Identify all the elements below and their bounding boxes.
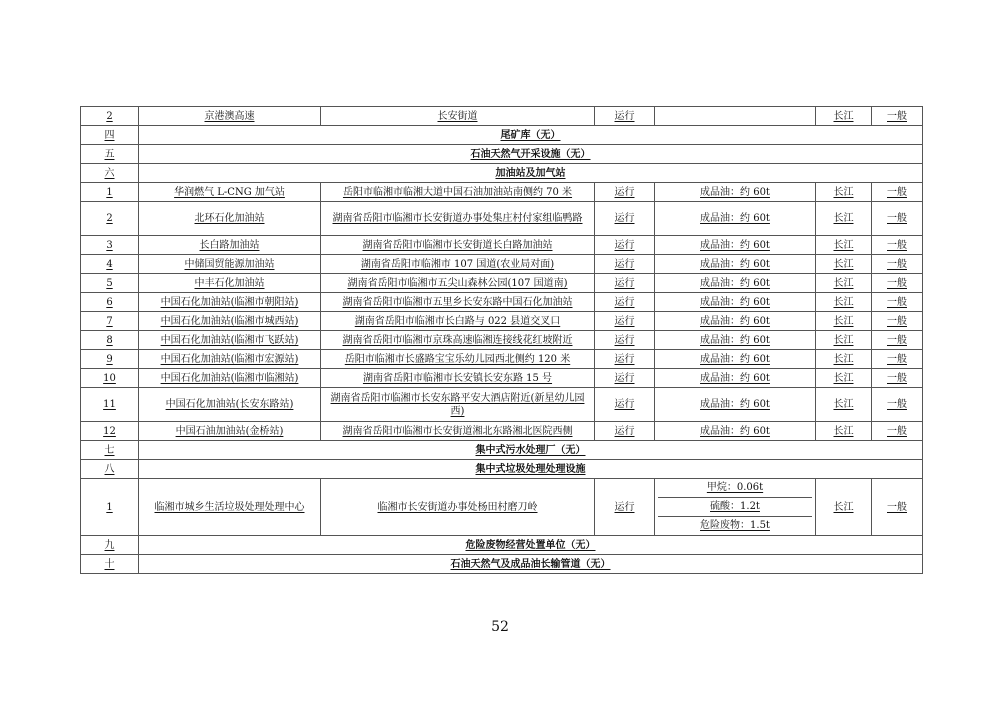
storage-amount: 成品油：约 60t	[655, 183, 816, 202]
section-row	[81, 460, 923, 479]
row-number: 1	[81, 183, 139, 202]
river-basin: 长江	[816, 236, 872, 255]
storage-amount: 甲烷：0.06t	[658, 479, 812, 498]
facility-name: 长白路加油站	[139, 236, 321, 255]
section-title: 石油天然气开采设施（无）	[139, 145, 923, 164]
row-number: 8	[81, 331, 139, 350]
facility-location: 湖南省岳阳市临湘市京珠高速临湘连接线花红坡附近	[321, 331, 595, 350]
facility-name: 华润燃气 L-CNG 加气站	[139, 183, 321, 202]
table-row	[81, 274, 923, 293]
river-basin: 长江	[816, 331, 872, 350]
operation-status: 运行	[595, 350, 655, 369]
table-row	[81, 422, 923, 441]
row-number: 9	[81, 350, 139, 369]
storage-amount: 成品油：约 60t	[655, 388, 816, 422]
river-basin: 长江	[816, 350, 872, 369]
section-row	[81, 536, 923, 555]
river-basin: 长江	[816, 388, 872, 422]
storage-amounts	[655, 479, 816, 536]
operation-status: 运行	[595, 422, 655, 441]
river-basin: 长江	[816, 293, 872, 312]
facility-location: 湖南省岳阳市临湘市长安街道长白路加油站	[321, 236, 595, 255]
operation-status: 运行	[595, 312, 655, 331]
facility-name: 京港澳高速	[139, 107, 321, 126]
section-title: 石油天然气及成品油长输管道（无）	[139, 555, 923, 574]
operation-status: 运行	[595, 236, 655, 255]
row-number: 10	[81, 369, 139, 388]
facility-name: 中国石化加油站(临湘市城西站)	[139, 312, 321, 331]
facility-name: 中储国贸能源加油站	[139, 255, 321, 274]
section-number: 七	[81, 441, 139, 460]
section-number: 六	[81, 164, 139, 183]
facility-name: 中国石化加油站(临湘市朝阳站)	[139, 293, 321, 312]
table-row	[81, 388, 923, 422]
table-row	[81, 293, 923, 312]
section-number: 五	[81, 145, 139, 164]
row-number: 2	[81, 202, 139, 236]
river-basin: 长江	[816, 479, 872, 536]
risk-level: 一般	[872, 107, 923, 126]
facility-name: 中国石化加油站(临湘市宏源站)	[139, 350, 321, 369]
table-row	[81, 255, 923, 274]
table-row	[81, 202, 923, 236]
facility-location: 湖南省岳阳市临湘市长安街道湘北东路湘北医院西侧	[321, 422, 595, 441]
storage-amount: 危险废物：1.5t	[700, 520, 770, 531]
section-title: 集中式垃圾处理处理设施	[139, 460, 923, 479]
operation-status: 运行	[595, 293, 655, 312]
facility-table	[80, 106, 923, 574]
operation-status: 运行	[595, 388, 655, 422]
table-row	[81, 350, 923, 369]
risk-level: 一般	[872, 479, 923, 536]
river-basin: 长江	[816, 183, 872, 202]
table-row	[81, 331, 923, 350]
row-number: 2	[81, 107, 139, 126]
storage-amount: 成品油：约 60t	[655, 312, 816, 331]
table-row	[81, 107, 923, 126]
risk-level: 一般	[872, 388, 923, 422]
section-row	[81, 164, 923, 183]
table-row	[81, 479, 923, 536]
facility-name: 中国石化加油站(临湘市飞跃站)	[139, 331, 321, 350]
storage-amount: 硫酸：1.2t	[658, 498, 812, 517]
section-number: 四	[81, 126, 139, 145]
row-number: 6	[81, 293, 139, 312]
section-number: 九	[81, 536, 139, 555]
risk-level: 一般	[872, 183, 923, 202]
facility-name: 中国石化加油站(临湘市临湘站)	[139, 369, 321, 388]
risk-level: 一般	[872, 293, 923, 312]
storage-amount: 成品油：约 60t	[655, 331, 816, 350]
facility-name: 临湘市城乡生活垃圾处理处理中心	[139, 479, 321, 536]
operation-status: 运行	[595, 202, 655, 236]
river-basin: 长江	[816, 274, 872, 293]
facility-location: 湖南省岳阳市临湘市长白路与 022 县道交叉口	[321, 312, 595, 331]
row-number: 3	[81, 236, 139, 255]
facility-location: 湖南省岳阳市临湘市长安镇长安东路 15 号	[321, 369, 595, 388]
risk-level: 一般	[872, 202, 923, 236]
operation-status: 运行	[595, 183, 655, 202]
risk-level: 一般	[872, 255, 923, 274]
facility-location: 岳阳市临湘市临湘大道中国石油加油站南侧约 70 米	[321, 183, 595, 202]
section-row	[81, 441, 923, 460]
river-basin: 长江	[816, 369, 872, 388]
risk-level: 一般	[872, 369, 923, 388]
storage-amount	[655, 107, 816, 126]
facility-location: 湖南省岳阳市临湘市五里乡长安东路中国石化加油站	[321, 293, 595, 312]
storage-amount: 成品油：约 60t	[655, 293, 816, 312]
section-number: 十	[81, 555, 139, 574]
river-basin: 长江	[816, 255, 872, 274]
section-title: 危险废物经营处置单位（无）	[139, 536, 923, 555]
operation-status: 运行	[595, 479, 655, 536]
facility-location: 临湘市长安街道办事处杨田村磨刀岭	[321, 479, 595, 536]
section-row	[81, 126, 923, 145]
operation-status: 运行	[595, 255, 655, 274]
risk-level: 一般	[872, 331, 923, 350]
storage-amount: 成品油：约 60t	[655, 274, 816, 293]
operation-status: 运行	[595, 107, 655, 126]
facility-location: 湖南省岳阳市临湘市长安东路平安大酒店附近(新星幼儿园西)	[321, 388, 595, 422]
storage-amount: 成品油：约 60t	[655, 255, 816, 274]
storage-amount: 成品油：约 60t	[655, 350, 816, 369]
operation-status: 运行	[595, 369, 655, 388]
storage-amount: 成品油：约 60t	[655, 202, 816, 236]
facility-location: 湖南省岳阳市临湘市长安街道办事处集庄村付家组临鸭路	[321, 202, 595, 236]
section-row	[81, 555, 923, 574]
row-number: 12	[81, 422, 139, 441]
section-title: 加油站及加气站	[139, 164, 923, 183]
facility-name: 中国石化加油站(长安东路站)	[139, 388, 321, 422]
section-number: 八	[81, 460, 139, 479]
table-row	[81, 236, 923, 255]
river-basin: 长江	[816, 107, 872, 126]
storage-amount: 成品油：约 60t	[655, 236, 816, 255]
table-row	[81, 369, 923, 388]
facility-location: 长安街道	[321, 107, 595, 126]
risk-level: 一般	[872, 236, 923, 255]
row-number: 7	[81, 312, 139, 331]
table-row	[81, 183, 923, 202]
row-number: 4	[81, 255, 139, 274]
row-number: 1	[81, 479, 139, 536]
facility-name: 中丰石化加油站	[139, 274, 321, 293]
risk-level: 一般	[872, 274, 923, 293]
facility-name: 北环石化加油站	[139, 202, 321, 236]
facility-location: 湖南省岳阳市临湘市五尖山森林公园(107 国道南)	[321, 274, 595, 293]
risk-level: 一般	[872, 312, 923, 331]
river-basin: 长江	[816, 312, 872, 331]
table-body	[81, 107, 923, 574]
river-basin: 长江	[816, 422, 872, 441]
table-row	[81, 312, 923, 331]
row-number: 11	[81, 388, 139, 422]
section-title: 集中式污水处理厂（无）	[139, 441, 923, 460]
risk-level: 一般	[872, 350, 923, 369]
section-row	[81, 145, 923, 164]
facility-location: 湖南省岳阳市临湘市 107 国道(农业局对面)	[321, 255, 595, 274]
storage-amount: 成品油：约 60t	[655, 422, 816, 441]
page-number: 52	[491, 619, 509, 635]
operation-status: 运行	[595, 331, 655, 350]
section-title: 尾矿库（无）	[139, 126, 923, 145]
facility-name: 中国石油加油站(金桥站)	[139, 422, 321, 441]
operation-status: 运行	[595, 274, 655, 293]
row-number: 5	[81, 274, 139, 293]
facility-location: 岳阳市临湘市长盛路宝宝乐幼儿园西北侧约 120 米	[321, 350, 595, 369]
storage-amount: 成品油：约 60t	[655, 369, 816, 388]
risk-level: 一般	[872, 422, 923, 441]
river-basin: 长江	[816, 202, 872, 236]
